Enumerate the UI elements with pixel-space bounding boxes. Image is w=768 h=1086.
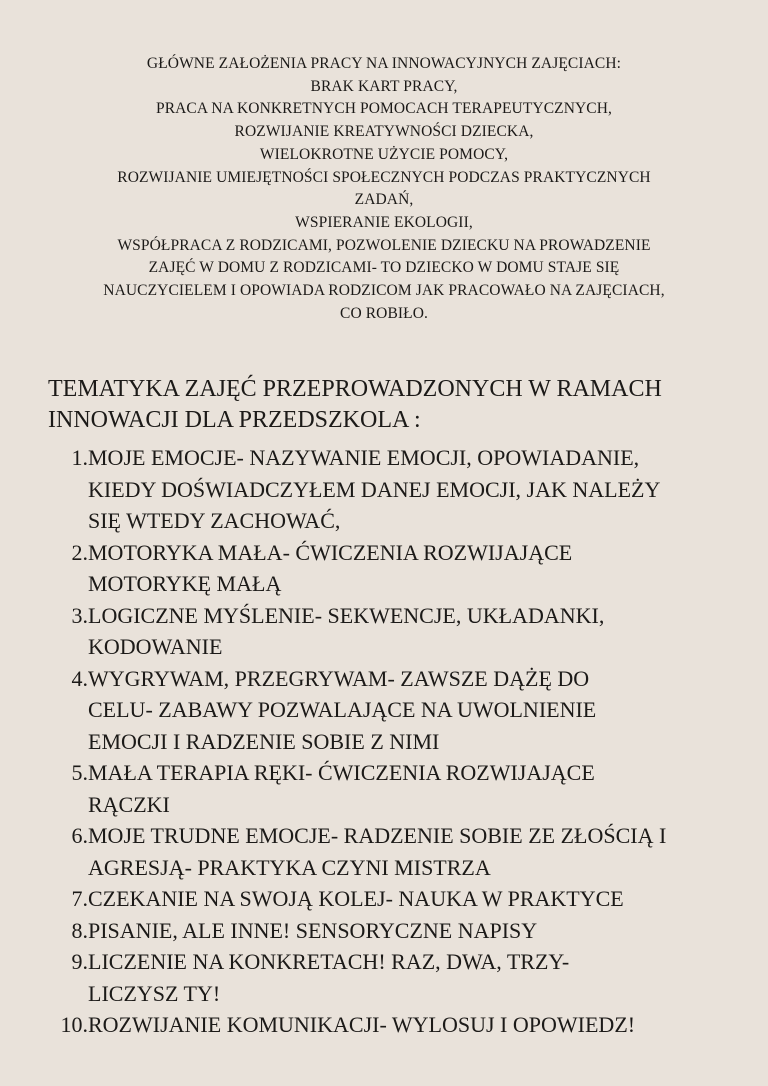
intro-line: CO ROBIŁO.: [340, 304, 428, 322]
intro-line: WSPÓŁPRACA Z RODZICAMI, POZWOLENIE DZIECKU NA PROWADZENIE: [117, 236, 651, 254]
topic-line: CZEKANIE NA SWOJĄ KOLEJ- NAUKA W PRAKTYCE: [88, 886, 624, 911]
topic-item: [48, 600, 748, 663]
topics-section: [48, 374, 748, 1041]
topic-number: 9.: [71, 949, 88, 974]
topic-line: LOGICZNE MYŚLENIE- SEKWENCJE, UKŁADANKI,: [88, 602, 605, 628]
intro-line: PRACA NA KONKRETNYCH POMOCACH TERAPEUTYCZNYCH,: [155, 100, 612, 118]
intro-line: ROZWIJANIE KREATYWNOŚCI DZIECKA,: [234, 123, 534, 141]
topic-line: CELU- ZABAWY POZWALAJĄCE NA UWOLNIENIE: [88, 697, 597, 722]
topic-item: [48, 537, 748, 600]
topic-list: [48, 442, 748, 1041]
intro-line: WIELOKROTNE UŻYCIE POMOCY,: [259, 145, 509, 163]
topic-line: WYGRYWAM, PRZEGRYWAM- ZAWSZE DĄŻĘ DO: [88, 665, 590, 691]
topic-line: KIEDY DOŚWIADCZYŁEM DANEJ EMOCJI, JAK NALEŻY: [88, 476, 661, 502]
topic-item: [48, 883, 748, 915]
topic-item: [48, 946, 748, 1009]
intro-line: GŁÓWNE ZAŁOŻENIA PRACY NA INNOWACYJNYCH ZAJĘCIACH:: [146, 55, 622, 72]
topics-heading-line: TEMATYKA ZAJĘĆ PRZEPROWADZONYCH W RAMACH: [48, 376, 662, 402]
topic-number: 7.: [71, 886, 88, 911]
intro-line: BRAK KART PRACY,: [310, 77, 458, 95]
topic-number: 1.: [71, 445, 88, 470]
intro-line: NAUCZYCIELEM I OPOWIADA RODZICOM JAK PRACOWAŁO NA ZAJĘCIACH,: [103, 282, 665, 300]
topic-item: [48, 820, 748, 883]
topic-line: SIĘ WTEDY ZACHOWAĆ,: [88, 508, 341, 533]
topic-item: [48, 757, 748, 820]
topic-line: MOTORYKA MAŁA- ĆWICZENIA ROZWIJAJĄCE: [88, 539, 573, 565]
intro-line: ZADAŃ,: [354, 191, 414, 209]
topic-number: 8.: [71, 917, 88, 943]
intro-line: ROZWIJANIE UMIEJĘTNOŚCI SPOŁECZNYCH PODCZAS PRAKTYCZNYCH: [117, 168, 651, 186]
topic-line: EMOCJI I RADZENIE SOBIE Z NIMI: [88, 728, 440, 754]
topics-heading: [48, 374, 748, 436]
topic-number: 3.: [71, 602, 88, 628]
topic-line: LICZYSZ TY!: [88, 980, 221, 1006]
topic-line: KODOWANIE: [88, 634, 223, 659]
topic-line: LICZENIE NA KONKRETACH! RAZ, DWA, TRZY-: [88, 949, 570, 974]
topic-number: 2.: [71, 539, 88, 565]
topic-item: [48, 915, 748, 947]
topic-number: 5.: [71, 760, 88, 785]
topic-line: PISANIE, ALE INNE! SENSORYCZNE NAPISY: [88, 917, 538, 943]
topic-line: MOJE TRUDNE EMOCJE- RADZENIE SOBIE ZE ZŁOŚCIĄ I: [88, 823, 667, 848]
topic-line: AGRESJĄ- PRAKTYKA CZYNI MISTRZA: [88, 854, 491, 880]
topic-number: 10.: [60, 1012, 88, 1037]
topic-number: 4.: [71, 665, 88, 691]
topic-item: [48, 442, 748, 537]
intro-line: WSPIERANIE EKOLOGII,: [295, 213, 473, 231]
topic-line: RĄCZKI: [88, 791, 170, 817]
intro-line: ZAJĘĆ W DOMU Z RODZICAMI- TO DZIECKO W DOMU STAJE SIĘ: [148, 259, 620, 277]
topic-line: MAŁA TERAPIA RĘKI- ĆWICZENIA ROZWIJAJĄCE: [88, 760, 595, 785]
intro-principles: [30, 53, 738, 325]
topic-line: ROZWIJANIE KOMUNIKACJI- WYLOSUJ I OPOWIEDZ!: [88, 1012, 636, 1037]
topic-item: [48, 1009, 748, 1041]
topic-item: [48, 663, 748, 758]
topic-line: MOJE EMOCJE- NAZYWANIE EMOCJI, OPOWIADANIE,: [88, 445, 640, 470]
topics-heading-line: INNOWACJI DLA PRZEDSZKOLA :: [48, 407, 421, 433]
topic-number: 6.: [71, 823, 88, 848]
topic-line: MOTORYKĘ MAŁĄ: [88, 571, 282, 596]
